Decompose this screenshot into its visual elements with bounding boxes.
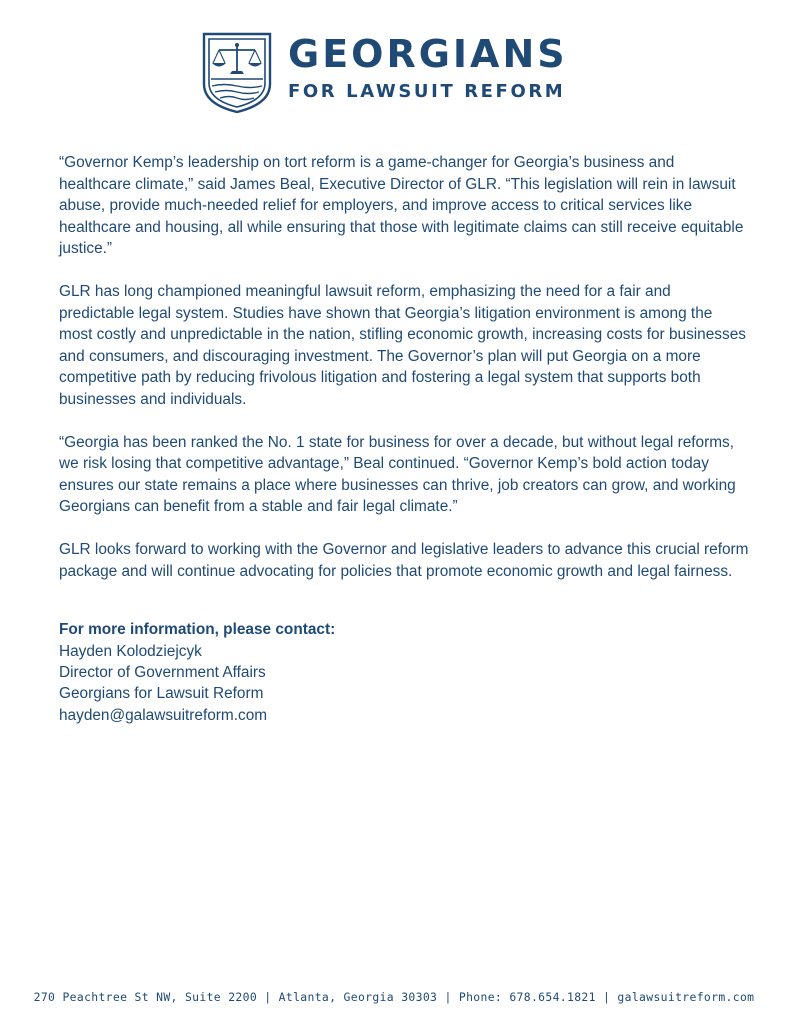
paragraph-quote-kemp: “Governor Kemp’s leadership on tort reform is a game-changer for Georgia’s business and healthcare climate,” said James Beal, Executive Director of GLR. “This legislation will rein in lawsuit abuse, provide much-needed relief for employers, and improve access to critical services like healthcare and housing, all while ensuring that those with legitimate claims can still receive equitable justice.” bbox=[59, 154, 744, 258]
org-name-line1: GEORGIANS bbox=[288, 32, 568, 76]
press-release-body bbox=[59, 152, 749, 726]
contact-heading: For more information, please contact: bbox=[59, 621, 336, 639]
footer-address: 270 Peachtree St NW, Suite 2200 | Atlanta, Georgia 30303 | Phone: 678.654.1821 | galawsuitreform.com bbox=[33, 990, 755, 1004]
contact-name: Hayden Kolodziejcyk bbox=[59, 642, 202, 660]
contact-title: Director of Government Affairs bbox=[59, 663, 266, 681]
paragraph-quote-beal: “Georgia has been ranked the No. 1 state for business for over a decade, but without legal reforms, we risk losing that competitive advantage,” Beal continued. “Governor Kemp’s bold action today ensures our state remains a place where businesses can thrive, job creators can grow, and working Georgians can benefit from a stable and fair legal climate.” bbox=[59, 433, 736, 516]
paragraph-glr-forward: GLR looks forward to working with the Governor and legislative leaders to advance this crucial reform package and will continue advocating for policies that promote economic growth and legal fairness. bbox=[59, 540, 749, 580]
contact-email[interactable]: hayden@galawsuitreform.com bbox=[59, 706, 268, 724]
letterhead bbox=[202, 32, 582, 116]
org-name-line2: FOR LAWSUIT REFORM bbox=[288, 81, 566, 102]
contact-organization: Georgians for Lawsuit Reform bbox=[59, 685, 264, 703]
scales-of-justice-shield-icon bbox=[202, 32, 272, 114]
paragraph-glr-champion: GLR has long championed meaningful lawsuit reform, emphasizing the need for a fair and predictable legal system. Studies have shown that Georgia’s litigation environment is among the most costly and unpredictable in the nation, stifling economic growth, increasing costs for businesses and consumers, and discouraging investment. The Governor’s plan will put Georgia on a more competitive path by reducing frivolous litigation and fostering a legal system that supports both businesses and individuals. bbox=[59, 282, 746, 408]
contact-block bbox=[59, 619, 749, 726]
